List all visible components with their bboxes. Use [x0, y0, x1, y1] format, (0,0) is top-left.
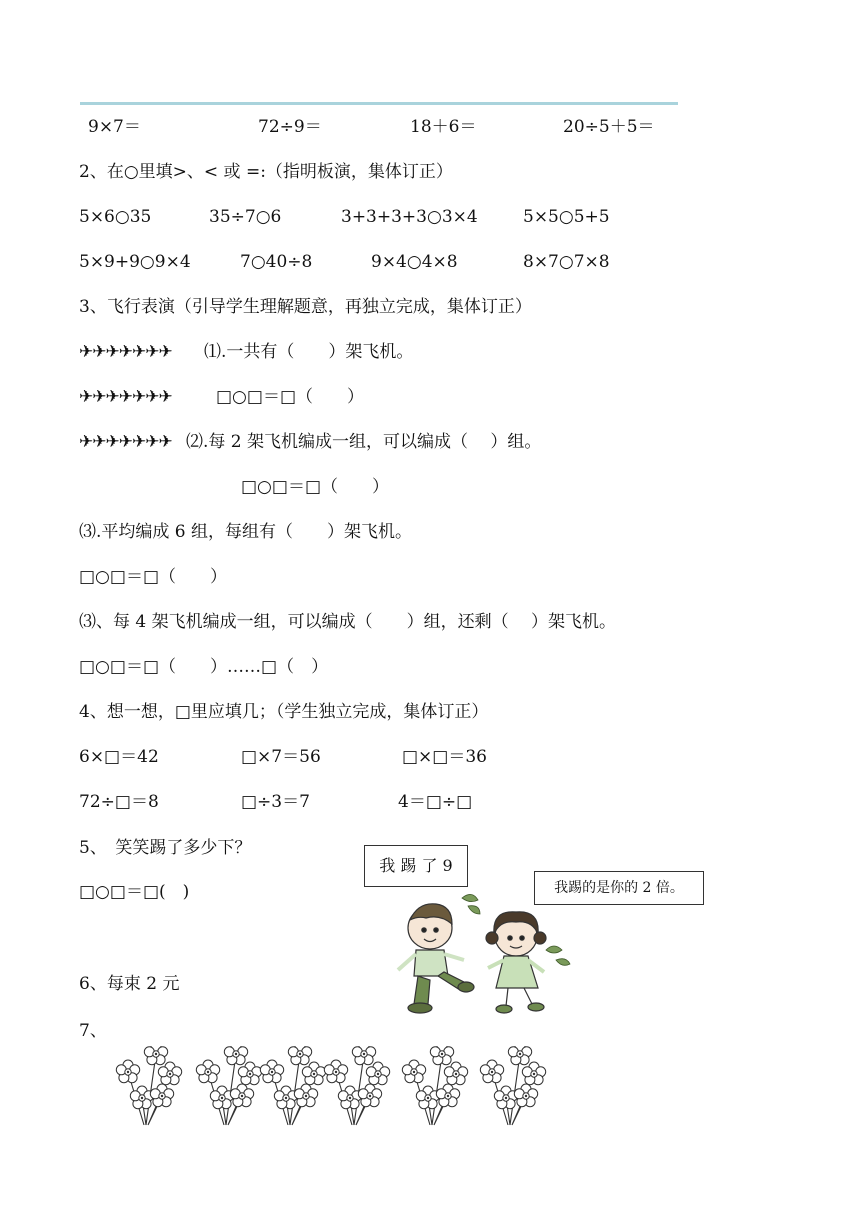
airplane-icon: ✈✈✈✈✈✈✈: [79, 432, 172, 452]
q3-equation3: □○□＝□（ ）: [79, 567, 228, 587]
compare-item: 35÷7○6: [209, 207, 282, 227]
q3-part3: ⑶.平均编成 6 组，每组有（ ）架飞机。: [79, 522, 413, 542]
speech-bubble-boy: 我 踢 了 9: [364, 845, 468, 887]
q3-title: 3、飞行表演（引导学生理解题意，再独立完成，集体订正）: [79, 297, 532, 317]
calc-item: 9×7＝: [88, 117, 141, 137]
q7-title: 7、: [79, 1021, 107, 1041]
calc-item: 18＋6＝: [410, 117, 477, 137]
header-divider: [80, 102, 678, 105]
children-illustration: [388, 888, 576, 1018]
fill-item: □×7＝56: [241, 747, 321, 767]
fill-item: 6×□＝42: [79, 747, 159, 767]
compare-item: 5×5○5+5: [523, 207, 610, 227]
compare-item: 9×4○4×8: [371, 252, 458, 272]
flower-bunches-illustration: [110, 1046, 550, 1128]
q3-part1: ⑴.一共有（ ）架飞机。: [204, 342, 414, 362]
compare-item: 5×6○35: [79, 207, 152, 227]
q3-equation4: □○□＝□（ ）……□（ ）: [79, 657, 329, 677]
fill-item: □÷3＝7: [241, 792, 310, 812]
q5-title: 5、 笑笑踢了多少下？: [79, 838, 252, 858]
q5-equation: □○□＝□( ): [79, 882, 190, 902]
fill-item: □×□＝36: [402, 747, 487, 767]
q3-part2: ⑵.每 2 架飞机编成一组，可以编成（ ）组。: [186, 432, 542, 452]
compare-item: 7○40÷8: [240, 252, 313, 272]
compare-item: 5×9+9○9×4: [79, 252, 191, 272]
fill-item: 4＝□÷□: [398, 792, 473, 812]
fill-item: 72÷□＝8: [79, 792, 159, 812]
q3-equation1: □○□＝□（ ）: [216, 387, 365, 407]
compare-item: 3+3+3+3○3×4: [341, 207, 478, 227]
airplane-icon: ✈✈✈✈✈✈✈: [79, 387, 172, 407]
airplane-icon: ✈✈✈✈✈✈✈: [79, 342, 172, 362]
q2-title: 2、在○里填>、< 或 =:（指明板演，集体订正）: [79, 162, 453, 182]
calc-item: 20÷5＋5＝: [563, 117, 655, 137]
calc-item: 72÷9＝: [258, 117, 322, 137]
speech-bubble-girl: 我踢的是你的 2 倍。: [534, 871, 704, 905]
compare-item: 8×7○7×8: [523, 252, 610, 272]
q6-title: 6、每束 2 元: [79, 974, 180, 994]
q3-equation2: □○□＝□（ ）: [241, 477, 390, 497]
q4-title: 4、想一想，□里应填几；（学生独立完成，集体订正）: [79, 702, 489, 722]
q3-part4: ⑶、每 4 架飞机编成一组，可以编成（ ）组，还剩（ ）架飞机。: [79, 612, 617, 632]
